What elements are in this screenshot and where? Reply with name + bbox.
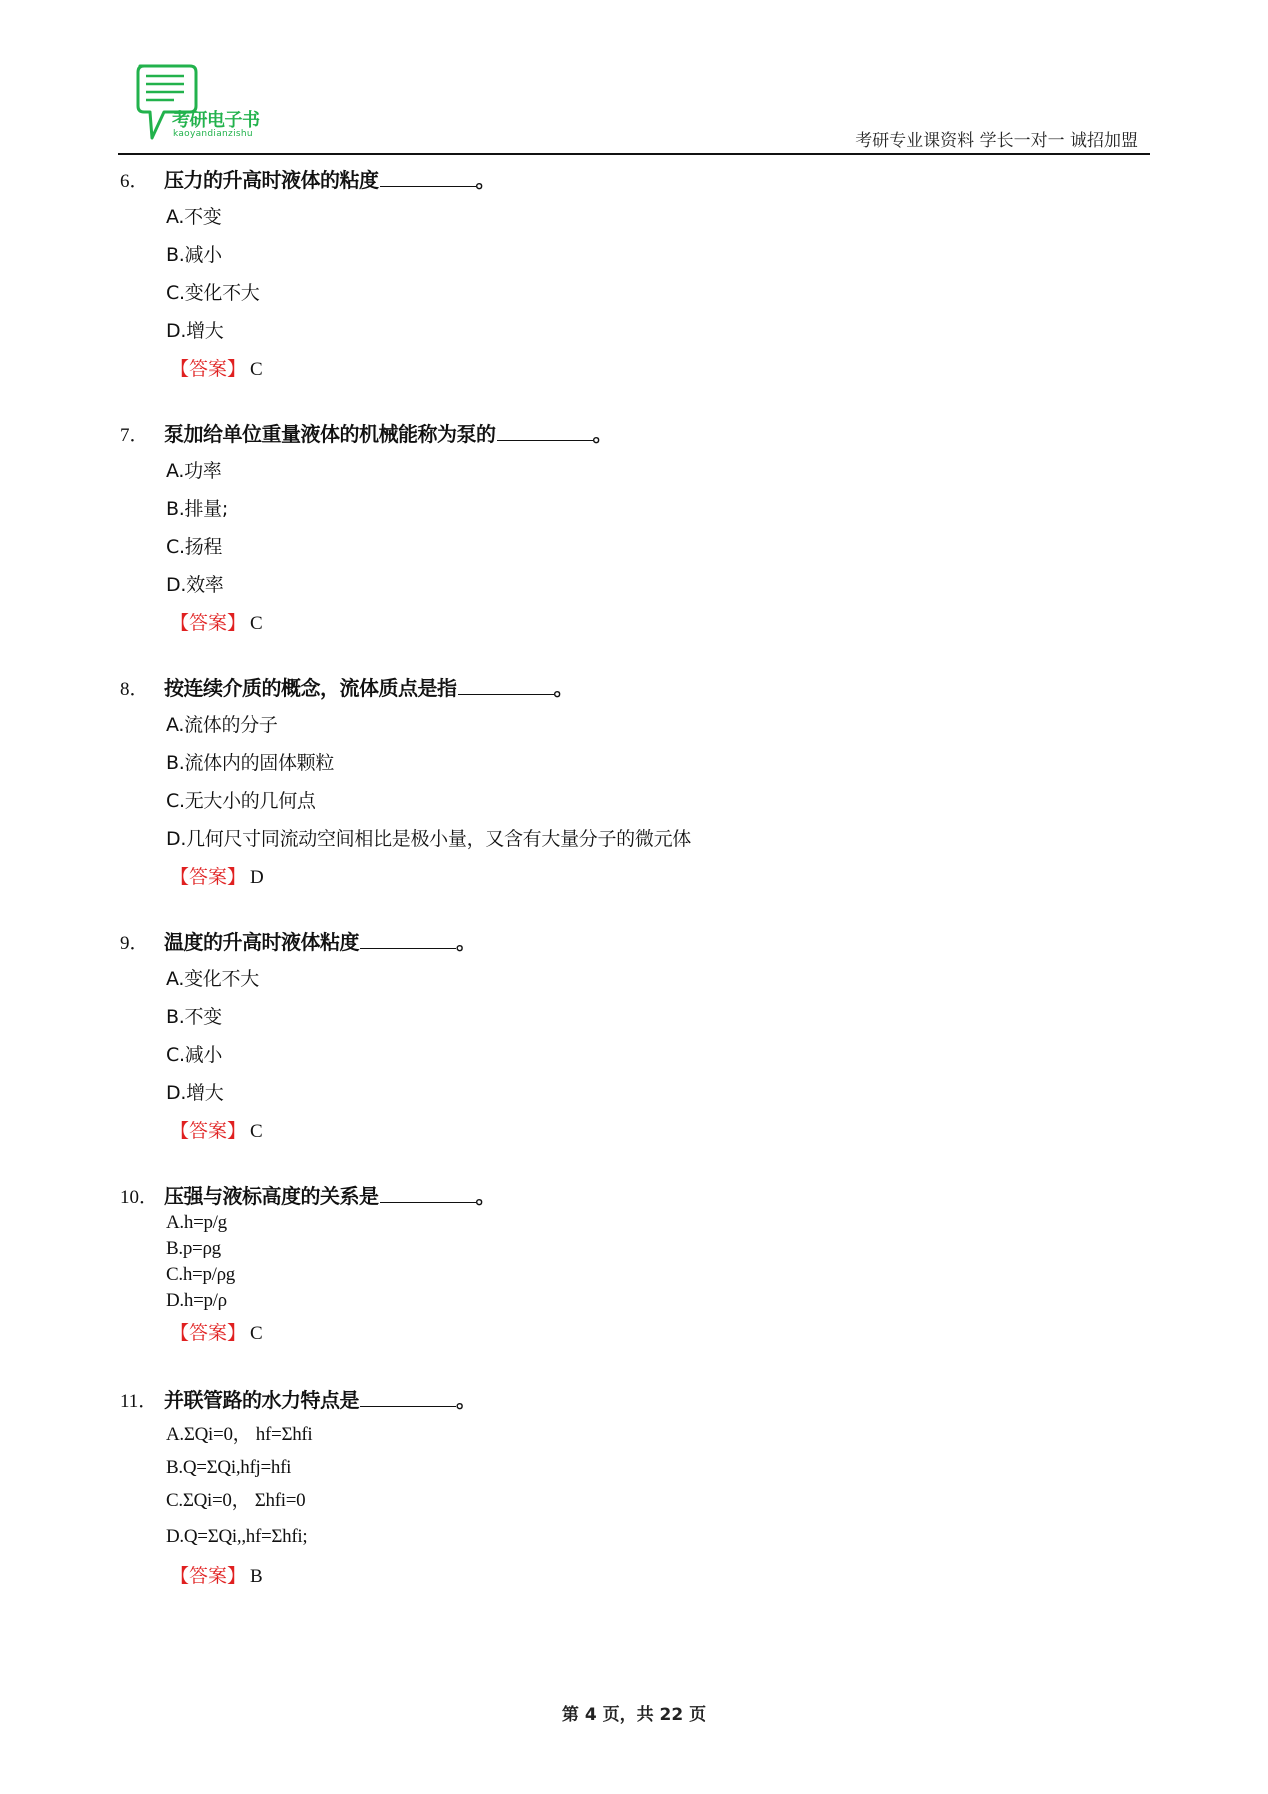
question-10 xyxy=(118,1178,1118,1352)
answer-blank xyxy=(360,1388,456,1407)
option-b: B.排量; xyxy=(166,498,228,520)
answer-blank xyxy=(458,676,554,695)
option-b: B.减小 xyxy=(166,244,222,266)
answer-line xyxy=(118,604,1118,642)
answer-line xyxy=(118,858,1118,896)
question-number: 6． xyxy=(120,171,149,192)
page-header xyxy=(118,58,1150,156)
answer-value: D xyxy=(250,867,264,888)
option-a: A.流体的分子 xyxy=(166,714,278,736)
answer-value: C xyxy=(250,1323,263,1344)
question-number: 7． xyxy=(120,425,149,446)
option-a: A.ΣQi=0， hf=Σhfi xyxy=(166,1424,313,1445)
question-stem xyxy=(118,1382,1118,1418)
question-end-mark: 。 xyxy=(456,1388,476,1412)
option-d: D.效率 xyxy=(166,574,224,596)
option-a: A.功率 xyxy=(166,460,222,482)
question-text: 温度的升高时液体粘度 xyxy=(164,930,359,954)
question-text: 按连续介质的概念，流体质点是指 xyxy=(164,676,457,700)
answer-value: B xyxy=(250,1566,263,1587)
option-c: C.ΣQi=0， Σhfi=0 xyxy=(166,1490,306,1511)
question-end-mark: 。 xyxy=(456,930,476,954)
option-d: D.增大 xyxy=(166,1082,224,1104)
answer-label: 【答案】 xyxy=(170,612,247,634)
question-6 xyxy=(118,162,1118,388)
option-c: C.变化不大 xyxy=(166,282,260,304)
answer-line xyxy=(118,350,1118,388)
question-end-mark: 。 xyxy=(553,676,573,700)
option-d: D.h=p/ρ xyxy=(166,1290,227,1311)
question-7 xyxy=(118,416,1118,642)
option-c: C.无大小的几何点 xyxy=(166,790,316,812)
question-text: 压强与液标高度的关系是 xyxy=(164,1184,379,1208)
option-b: B.p=ρg xyxy=(166,1238,221,1259)
question-number: 11． xyxy=(120,1391,158,1412)
question-stem xyxy=(118,416,1118,452)
question-text: 压力的升高时液体的粘度 xyxy=(164,168,379,192)
question-8 xyxy=(118,670,1118,896)
answer-line xyxy=(118,1314,1118,1352)
answer-label: 【答案】 xyxy=(170,1322,247,1344)
answer-label: 【答案】 xyxy=(170,1120,247,1142)
option-b: B.Q=ΣQi,hfj=hfi xyxy=(166,1457,292,1478)
answer-line xyxy=(118,1557,1118,1595)
question-end-mark: 。 xyxy=(475,168,495,192)
option-a: A.h=p/g xyxy=(166,1212,227,1233)
answer-blank xyxy=(380,1184,476,1203)
header-slogan: 考研专业课资料 学长一对一 诚招加盟 xyxy=(855,131,1138,151)
answer-blank xyxy=(380,168,476,187)
answer-value: C xyxy=(250,1121,263,1142)
answer-label: 【答案】 xyxy=(170,1565,247,1587)
answer-blank xyxy=(497,422,593,441)
page-footer: 第 4 页，共 22 页 xyxy=(561,1705,707,1725)
header-divider xyxy=(118,153,1150,155)
question-stem xyxy=(118,1178,1118,1210)
question-number: 10． xyxy=(120,1187,159,1208)
answer-label: 【答案】 xyxy=(170,358,247,380)
logo-title: 考研电子书 xyxy=(172,110,260,131)
answer-value: C xyxy=(250,613,263,634)
question-number: 9． xyxy=(120,933,149,954)
answer-value: C xyxy=(250,359,263,380)
question-11 xyxy=(118,1382,1118,1595)
logo-subtitle: kaoyandianzishu xyxy=(173,129,253,139)
option-c: C.减小 xyxy=(166,1044,223,1066)
option-d: D.Q=ΣQi,,hf=Σhfi; xyxy=(166,1526,308,1547)
question-text: 泵加给单位重量液体的机械能称为泵的 xyxy=(164,422,496,446)
question-end-mark: 。 xyxy=(592,422,612,446)
answer-label: 【答案】 xyxy=(170,866,247,888)
option-d: D.增大 xyxy=(166,320,224,342)
question-stem xyxy=(118,924,1118,960)
answer-blank xyxy=(360,930,456,949)
question-stem xyxy=(118,162,1118,198)
question-end-mark: 。 xyxy=(475,1184,495,1208)
option-b: B.不变 xyxy=(166,1006,222,1028)
option-c: C.h=p/ρg xyxy=(166,1264,235,1285)
option-c: C.扬程 xyxy=(166,536,223,558)
question-text: 并联管路的水力特点是 xyxy=(164,1388,359,1412)
question-stem xyxy=(118,670,1118,706)
option-d: D.几何尺寸同流动空间相比是极小量，又含有大量分子的微元体 xyxy=(166,828,691,850)
question-9 xyxy=(118,924,1118,1150)
option-b: B.流体内的固体颗粒 xyxy=(166,752,335,774)
option-a: A.不变 xyxy=(166,206,222,228)
question-number: 8． xyxy=(120,679,149,700)
answer-line xyxy=(118,1112,1118,1150)
option-a: A.变化不大 xyxy=(166,968,259,990)
